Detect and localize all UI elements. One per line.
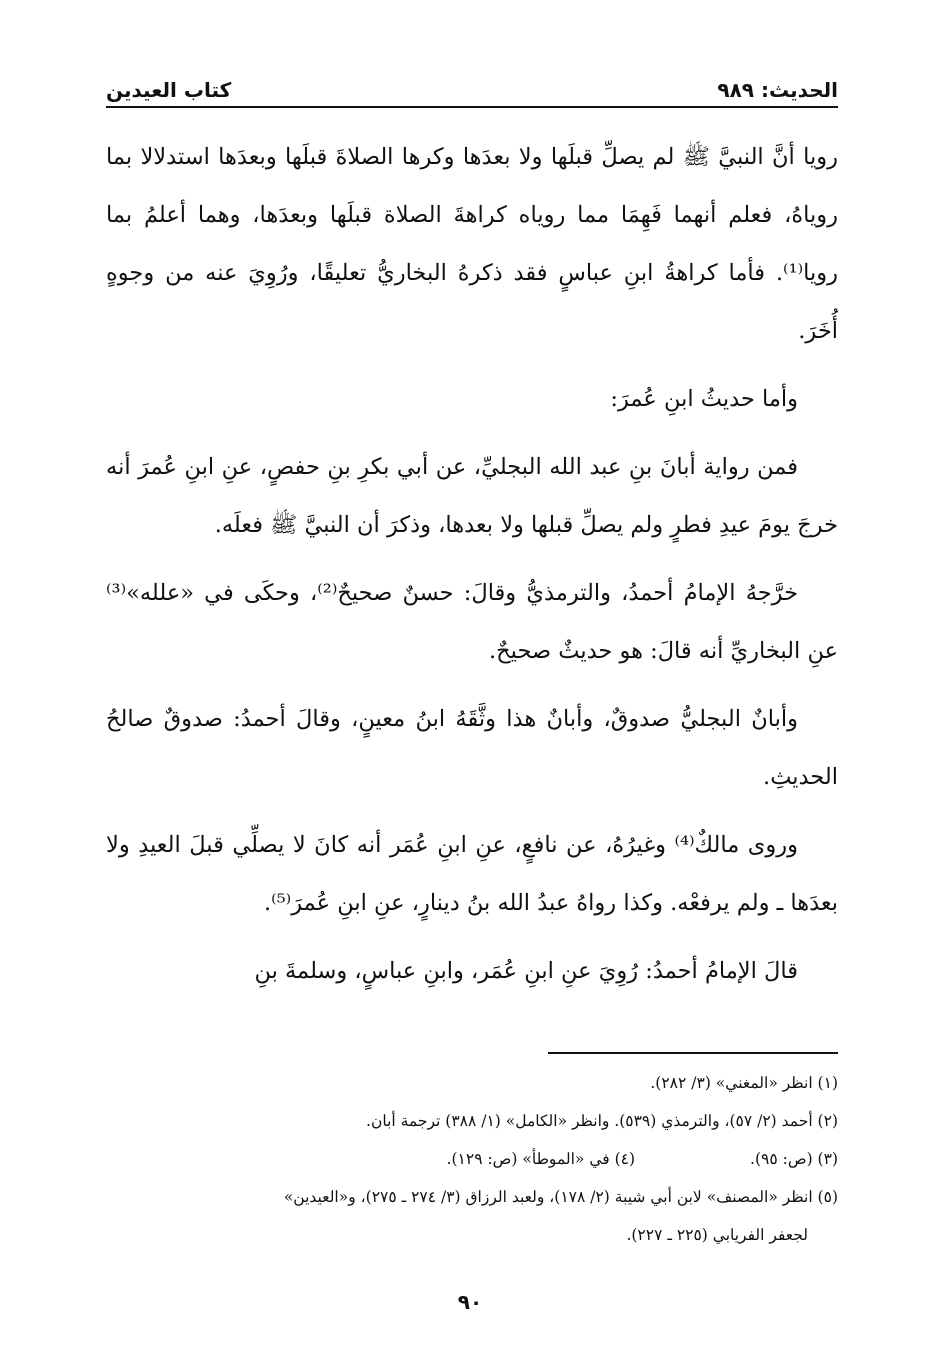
footnote-3: (٣) (ص: ٩٥). (750, 1150, 838, 1168)
paragraph: رويا أنَّ النبيَّ ﷺ لم يصلِّ قبلَها ولا بعدَها وكرها الصلاةَ قبلَها وبعدَها استدلالا بما روياهُ، فعلم أنهما فَهِمَا مما روياه كراهةَ الصلاة قبلَها وبعدَها، وهما أعلمُ بما رويا⁽¹⁾. فأما كراهةُ ابنِ عباسٍ فقد ذكرهُ البخاريُّ تعليقًا، ورُوِيَ عنه من وجوهٍ أُخَرَ. (106, 144, 838, 344)
footnote-divider (548, 1052, 838, 1054)
paragraph: وأبانٌ البجليُّ صدوقٌ، وأبانٌ هذا وثَّقَهُ ابنُ معينٍ، وقالَ أحمدُ: صدوقٌ صالحُ الحديثِ. (106, 706, 838, 790)
footnote-2: (٢) أحمد (٢/ ٥٧)، والترمذي (٥٣٩). وانظر «الكامل» (١/ ٣٨٨) ترجمة أبان. (366, 1112, 838, 1130)
hadith-number: الحديث: ٩٨٩ (717, 78, 838, 102)
paragraph: خرَّجهُ الإمامُ أحمدُ، والترمذيُّ وقالَ: حسنٌ صحيحٌ⁽²⁾، وحكَى في «علله»⁽³⁾ عنِ البخاريِّ أنه قالَ: هو حديثٌ صحيحٌ. (106, 580, 838, 664)
paragraph: وروى مالكٌ⁽⁴⁾ وغيرُهُ، عن نافعٍ، عنِ ابنِ عُمَر أنه كانَ لا يصلِّي قبلَ العيدِ ولا بعدَها ـ ولم يرفعْه. وكذا رواهُ عبدُ الله بنُ دينارٍ، عنِ ابنِ عُمرَ⁽⁵⁾. (106, 832, 838, 916)
footnote-5-continued: لجعفر الفريابي (٢٢٥ ـ ٢٢٧). (626, 1226, 808, 1244)
footnote-1: (١) انظر «المغني» (٣/ ٢٨٢). (650, 1074, 838, 1092)
running-header (106, 72, 838, 108)
section-heading: وأما حديثُ ابنِ عُمرَ: (610, 386, 798, 412)
footnote-4: (٤) في «الموطأ» (ص: ١٢٩). (446, 1150, 636, 1168)
footnotes (106, 1064, 838, 1254)
footnote-row (106, 1140, 838, 1178)
footnote-5: (٥) انظر «المصنف» لابن أبي شيبة (٢/ ١٧٨)، ولعبد الرزاق (٣/ ٢٧٤ ـ ٢٧٥)، و«العيدين» (283, 1188, 838, 1206)
main-text (106, 128, 838, 1010)
page-number: ٩٠ (457, 1290, 483, 1314)
paragraph: قالَ الإمامُ أحمدُ: رُوِيَ عنِ ابنِ عُمَر، وابنِ عباسٍ، وسلمةَ بنِ (254, 958, 798, 984)
paragraph: فمن رواية أبانَ بنِ عبد الله البجليِّ، عن أبي بكرِ بنِ حفصٍ، عنِ ابنِ عُمرَ أنه خرجَ يومَ عيدِ فطرٍ ولم يصلِّ قبلها ولا بعدها، وذكرَ أن النبيَّ ﷺ فعلَه. (106, 454, 838, 538)
book-title: كتاب العيدين (106, 78, 232, 102)
